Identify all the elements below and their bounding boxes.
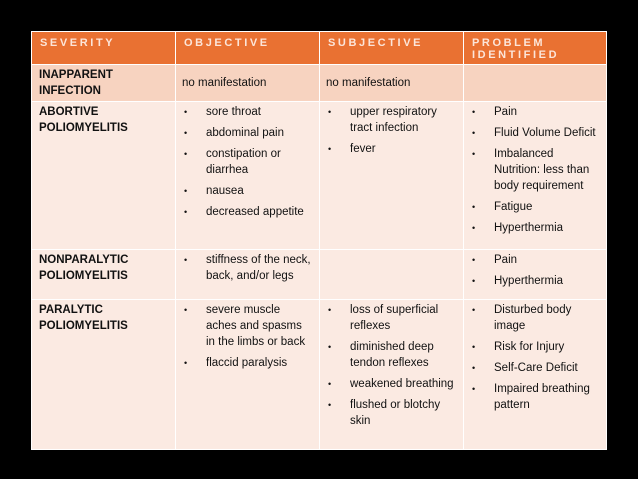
bullet-icon: • xyxy=(184,128,188,138)
list-item-text: Pain xyxy=(494,254,518,266)
list-item-text: Impaired breathing pattern xyxy=(494,383,590,411)
bullet-icon: • xyxy=(472,149,476,159)
bullet-icon: • xyxy=(472,223,476,233)
list-item-text: upper respiratory tract infection xyxy=(350,106,437,134)
severity-cell: NONPARALYTIC POLIOMYELITIS xyxy=(32,250,176,300)
bullet-icon: • xyxy=(472,342,476,352)
subjective-cell xyxy=(320,102,464,250)
list-item-text: Imbalanced Nutrition: less than body requirement xyxy=(494,148,590,192)
bullet-icon: • xyxy=(184,255,188,265)
table-row xyxy=(32,65,607,102)
list-item-text: diminished deep tendon reflexes xyxy=(350,341,434,369)
bullet-icon: • xyxy=(184,107,188,117)
list-item xyxy=(182,252,313,284)
list-item-text: Pain xyxy=(494,106,518,118)
header-severity: SEVERITY xyxy=(32,32,176,65)
bullet-icon: • xyxy=(184,207,188,217)
problem-cell xyxy=(464,65,607,102)
bullet-icon: • xyxy=(328,400,332,410)
list-item xyxy=(182,204,313,220)
list-item xyxy=(470,199,600,215)
list-item-text: flushed or blotchy skin xyxy=(350,399,441,427)
list-item xyxy=(470,360,600,376)
list-item-text: Risk for Injury xyxy=(494,341,565,353)
list-item-text: constipation or diarrhea xyxy=(206,148,281,176)
bullet-icon: • xyxy=(472,384,476,394)
header-row xyxy=(32,32,607,65)
header-objective: OBJECTIVE xyxy=(176,32,320,65)
list-item-text: Hyperthermia xyxy=(494,222,564,234)
list-item-text: Fatigue xyxy=(494,201,533,213)
bullet-icon: • xyxy=(328,379,332,389)
objective-cell xyxy=(176,250,320,300)
bullet-icon: • xyxy=(472,363,476,373)
bullet-icon: • xyxy=(328,107,332,117)
table-row xyxy=(32,250,607,300)
list-item xyxy=(470,381,600,413)
list-item-text: fever xyxy=(350,143,376,155)
objective-cell: no manifestation xyxy=(176,65,320,102)
list-item xyxy=(326,339,457,371)
list-item xyxy=(470,302,600,334)
list-item xyxy=(182,355,313,371)
list-item xyxy=(182,125,313,141)
list-item xyxy=(470,146,600,194)
objective-cell xyxy=(176,300,320,450)
list-item-text: Hyperthermia xyxy=(494,275,564,287)
bullet-icon: • xyxy=(472,202,476,212)
list-item-text: loss of superficial reflexes xyxy=(350,304,439,332)
subjective-cell xyxy=(320,250,464,300)
list-item xyxy=(470,125,600,141)
problem-cell xyxy=(464,102,607,250)
list-item xyxy=(182,183,313,199)
list-item-text: weakened breathing xyxy=(350,378,454,390)
list-item-text: flaccid paralysis xyxy=(206,357,288,369)
bullet-icon: • xyxy=(472,305,476,315)
bullet-icon: • xyxy=(184,305,188,315)
list-item-text: Disturbed body image xyxy=(494,304,572,332)
bullet-icon: • xyxy=(184,186,188,196)
bullet-icon: • xyxy=(328,342,332,352)
table-row xyxy=(32,300,607,450)
list-item-text: severe muscle aches and spasms in the limbs or back xyxy=(206,304,306,348)
objective-cell xyxy=(176,102,320,250)
list-item xyxy=(182,104,313,120)
bullet-icon: • xyxy=(328,144,332,154)
severity-cell: ABORTIVE POLIOMYELITIS xyxy=(32,102,176,250)
list-item-text: decreased appetite xyxy=(206,206,304,218)
severity-cell: PARALYTIC POLIOMYELITIS xyxy=(32,300,176,450)
list-item xyxy=(470,220,600,236)
list-item xyxy=(326,141,457,157)
list-item-text: Fluid Volume Deficit xyxy=(494,127,596,139)
bullet-icon: • xyxy=(184,149,188,159)
severity-cell: INAPPARENT INFECTION xyxy=(32,65,176,102)
bullet-icon: • xyxy=(184,358,188,368)
bullet-icon: • xyxy=(328,305,332,315)
list-item-text: abdominal pain xyxy=(206,127,285,139)
bullet-icon: • xyxy=(472,107,476,117)
poliomyelitis-table xyxy=(31,31,607,450)
list-item xyxy=(470,252,600,268)
list-item-text: sore throat xyxy=(206,106,261,118)
problem-cell xyxy=(464,250,607,300)
bullet-icon: • xyxy=(472,276,476,286)
list-item xyxy=(470,339,600,355)
bullet-icon: • xyxy=(472,128,476,138)
list-item-text: stiffness of the neck, back, and/or legs xyxy=(206,254,311,282)
list-item xyxy=(326,376,457,392)
bullet-icon: • xyxy=(472,255,476,265)
list-item-text: nausea xyxy=(206,185,244,197)
list-item xyxy=(182,146,313,178)
list-item xyxy=(470,104,600,120)
header-problem-identified: PROBLEM IDENTIFIED xyxy=(464,32,607,65)
list-item xyxy=(326,104,457,136)
subjective-cell xyxy=(320,300,464,450)
header-subjective: SUBJECTIVE xyxy=(320,32,464,65)
list-item xyxy=(182,302,313,350)
list-item-text: Self-Care Deficit xyxy=(494,362,578,374)
problem-cell xyxy=(464,300,607,450)
list-item xyxy=(470,273,600,289)
table-row xyxy=(32,102,607,250)
list-item xyxy=(326,397,457,429)
list-item xyxy=(326,302,457,334)
subjective-cell: no manifestation xyxy=(320,65,464,102)
